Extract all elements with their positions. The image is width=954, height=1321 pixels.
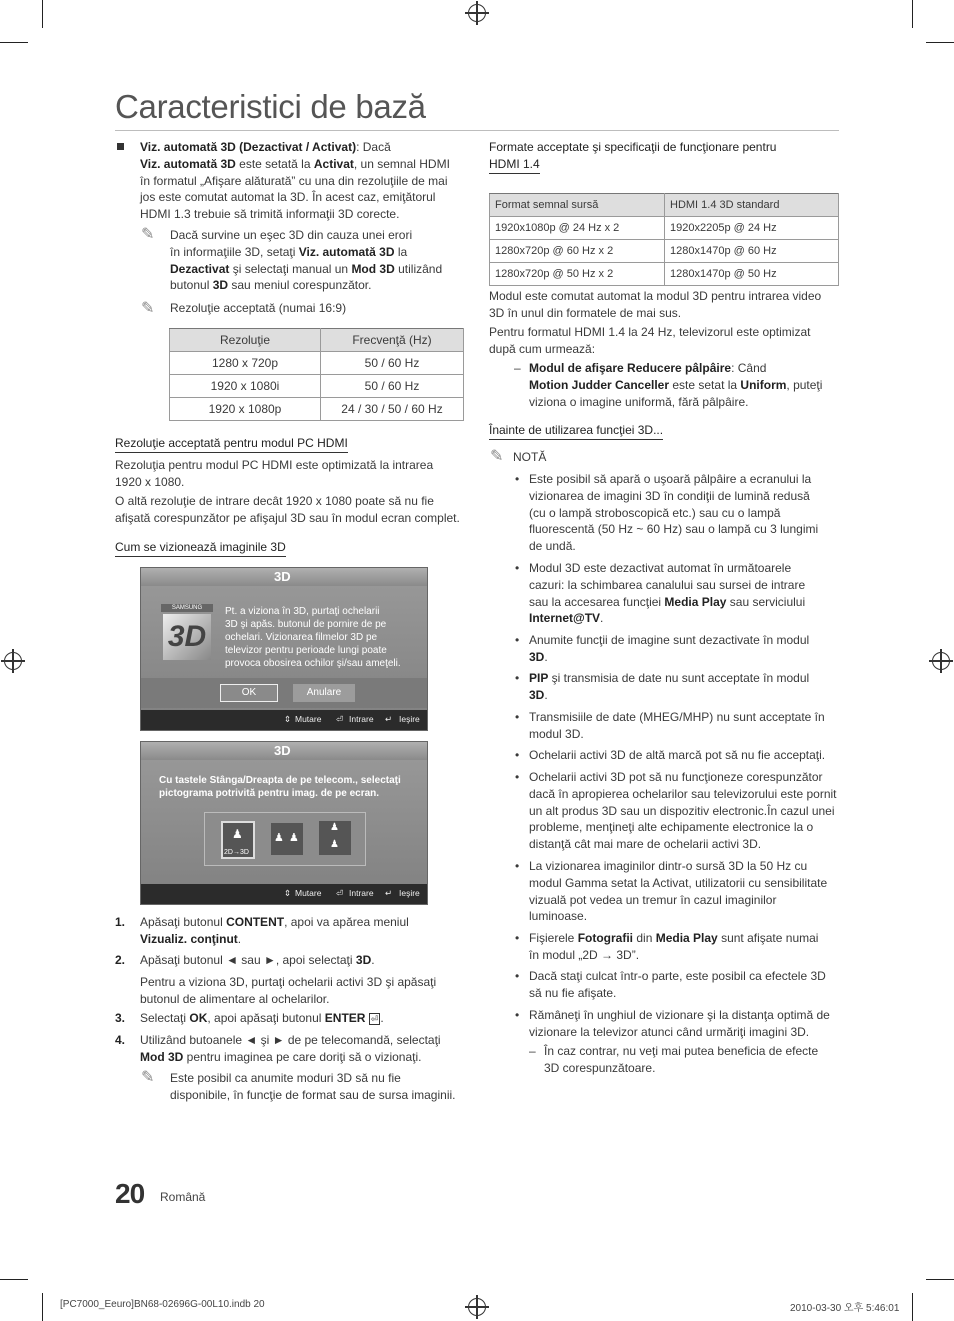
step-number: 4.	[115, 1033, 126, 1047]
table-row	[170, 352, 464, 375]
page-title: Caracteristici de bază	[115, 88, 426, 125]
list-item: Este posibil să apară o uşoară pâlpâire a ecranului la vizionarea de imagini 3D în condiţii de lumină redusă (cu o lampă stroboscopică etc.) sau cu o lampă fluorescentă (50 Hz ~ 60 Hz) sau o lampă cu 3 lungimi de undă.	[529, 472, 819, 554]
foot-move-label: Mutare	[295, 714, 322, 724]
table-header: Rezoluţie	[170, 329, 321, 352]
table-cell: 1920x2205p @ 24 Hz	[665, 217, 839, 240]
bullet-marker: •	[515, 1008, 520, 1022]
samsung-3d-logo: SAMSUNG 3D	[161, 604, 213, 662]
step-1: Apăsaţi butonul CONTENT, apoi va apărea meniul Vizualiz. conţinut.	[140, 915, 409, 946]
list-item: PIP şi transmisia de date nu sunt acceptate în modul 3D.	[529, 671, 810, 702]
move-icon: ⇕	[284, 888, 292, 898]
table-cell: 1280x720p @ 50 Hz x 2	[490, 263, 665, 286]
table-header: Format semnal sursă	[490, 194, 665, 217]
table-cell: 1280x1470p @ 50 Hz	[665, 263, 839, 286]
title-rule	[115, 130, 839, 131]
step-number: 1.	[115, 915, 126, 929]
step-2: Apăsaţi butonul ◄ sau ►, apoi selectaţi 3D.	[140, 953, 375, 967]
bullet-marker: •	[515, 748, 520, 762]
page-number: 20	[115, 1178, 145, 1209]
table-row	[170, 375, 464, 398]
bullet-marker: •	[515, 859, 520, 873]
step-4: Utilizând butoanele ◄ şi ► de pe telecomandă, selectaţi Mod 3D pentru imaginea pe care doriţi să o vizionaţi.	[140, 1033, 441, 1064]
pc-hdmi-paragraph-1: Rezoluţia pentru modul PC HDMI este optimizată la intrarea 1920 x 1080.	[115, 458, 434, 489]
square-bullet	[117, 143, 124, 150]
bullet-marker: •	[515, 633, 520, 647]
table-cell: 1920 x 1080p	[170, 398, 321, 421]
language-label: Română	[160, 1190, 206, 1204]
hdmi14-heading: Formate acceptate şi specificaţii de funcţionare pentru HDMI 1.4	[489, 139, 839, 174]
pc-hdmi-heading: Rezoluţie acceptată pentru modul PC HDMI	[115, 436, 348, 453]
registration-mark-left	[4, 652, 22, 670]
bullet-marker: •	[515, 561, 520, 575]
registration-mark-bottom	[468, 1298, 486, 1316]
list-item: Ochelarii activi 3D pot să nu funcţioneze corespunzător dacă în apropierea ochelarilor sau televizorului este pornit un alt produs 3D sau un dispozitiv electronic.În cazul unei probleme, menţineţi alte echipamente electronice la o distanţă cât mai mare de ochelarii activi 3D.	[529, 770, 837, 852]
bullet-marker: •	[515, 671, 520, 685]
bullet-marker: •	[515, 472, 520, 486]
foot-exit-label: Ieşire	[399, 714, 420, 724]
flicker-reduction-item: Modul de afişare Reducere pâlpâire: Când Motion Judder Canceller este setat la Uniform, puteţi viziona o imagine uniformă, fără pâlpâire.	[529, 361, 823, 409]
list-item: Modul 3D este dezactivat automat în următoarele cazuri: la schimbarea canalului sau sursei de intrare sau la accesarea funcţiei Media Play sau serviciului Internet@TV.	[529, 561, 806, 626]
step-number: 3.	[115, 1011, 126, 1025]
nota-label: NOTĂ	[513, 450, 547, 464]
list-item: Fişierele Fotografii din Media Play sunt afişate numai în modul „2D → 3D”.	[529, 931, 819, 962]
list-item: Rămâneţi în unghiul de vizionare şi la distanţa optimă de vizionare la televizor atunci când urmăriţi imagini 3D.	[529, 1008, 830, 1039]
registration-mark-top	[468, 4, 486, 22]
imprint-right: 2010-03-30 오후 5:46:01	[790, 1303, 900, 1314]
bullet-marker: •	[515, 969, 520, 983]
resolution-table	[169, 328, 464, 421]
table-cell: 1280x720p @ 60 Hz x 2	[490, 240, 665, 263]
list-item: Anumite funcţii de imagine sunt dezactivate în modul 3D.	[529, 633, 810, 664]
osd-header	[141, 568, 427, 586]
enter-icon: ⏎	[336, 888, 344, 898]
table-row	[490, 217, 839, 240]
enter-icon: ⏎	[336, 714, 344, 724]
table-cell: 50 / 60 Hz	[321, 375, 464, 398]
osd-footer	[141, 884, 427, 904]
before-use-heading: Înainte de utilizarea funcţiei 3D...	[489, 423, 663, 440]
foot-move-label: Mutare	[295, 888, 322, 898]
foot-enter-label: Intrare	[349, 888, 374, 898]
osd-footer	[141, 710, 427, 730]
osd-message: Pt. a viziona în 3D, purtaţi ochelarii 3D şi apăs. butonul de pornire de pe ochelari. Vizionarea filmelor 3D pe televizor pentru perioade lungi poate provoca obosirea ochilor şi/sau ameţeli.	[225, 606, 401, 669]
table-row	[490, 240, 839, 263]
bullet-marker: •	[515, 710, 520, 724]
note-icon: ✎	[490, 448, 504, 465]
sub-list-item: În caz contrar, nu veţi mai putea beneficia de efecte 3D corespunzătoare.	[544, 1044, 819, 1075]
enter-icon: ⏎	[370, 1014, 379, 1024]
mode-icon-side-by-side[interactable]: ♟ ♟	[271, 823, 303, 855]
hdmi14-table	[489, 193, 839, 286]
osd-message: Cu tastele Stânga/Dreapta de pe telecom., selectaţi pictograma potrivită pentru imag. de pe ecran.	[159, 775, 401, 799]
table-cell: 50 / 60 Hz	[321, 352, 464, 375]
list-item: Transmisiile de date (MHEG/MHP) nu sunt acceptate în modul 3D.	[529, 710, 825, 741]
exit-icon: ↵	[385, 714, 393, 724]
table-header: HDMI 1.4 3D standard	[665, 194, 839, 217]
pc-hdmi-paragraph-2: O altă rezoluţie de intrare decât 1920 x 1080 poate să nu fie afişată corespunzător pe afişajul 3D sau în modul ecran complet.	[115, 494, 460, 525]
foot-enter-label: Intrare	[349, 714, 374, 724]
step-2-detail: Pentru a viziona 3D, purtaţi ochelarii activi 3D şi apăsaţi butonul de alimentare al ochelarilor.	[140, 975, 437, 1006]
dash-marker: –	[514, 361, 521, 375]
hdmi-paragraph-2: Pentru formatul HDMI 1.4 la 24 Hz, televizorul este optimizat după cum urmează:	[489, 325, 811, 356]
table-cell: 1280 x 720p	[170, 352, 321, 375]
table-row	[490, 263, 839, 286]
table-row	[170, 398, 464, 421]
auto3d-paragraph: Viz. automată 3D (Dezactivat / Activat): Dacă Viz. automată 3D este setată la Activat, un semnal HDMI în formatul „Afişare alăturată” cu una din rezoluţiile de mai jos este comutat automat la 3D. În acest caz, emiţătorul HDMI 1.3 trebuie să trimită informaţii 3D corecte.	[140, 140, 450, 222]
ok-button[interactable]: OK	[220, 684, 278, 702]
list-item: Dacă staţi culcat într-o parte, este posibil ca efectele 3D să nu fie afişate.	[529, 969, 826, 1000]
note-resolution: Rezoluţie acceptată (numai 16:9)	[170, 301, 347, 315]
mode-icon-2d-to-3d[interactable]: ♟ 2D→3D	[221, 821, 255, 859]
imprint-left: [PC7000_Eeuro]BN68-02696G-00L10.indb 20	[60, 1299, 265, 1310]
table-header: Frecvenţă (Hz)	[321, 329, 464, 352]
hdmi-paragraph-1: Modul este comutat automat la modul 3D pentru intrarea video 3D în unul din formatele de mai sus.	[489, 289, 822, 320]
cancel-button[interactable]: Anulare	[293, 684, 355, 702]
exit-icon: ↵	[385, 888, 393, 898]
table-cell: 24 / 30 / 50 / 60 Hz	[321, 398, 464, 421]
osd-header	[141, 742, 427, 760]
table-cell: 1920 x 1080i	[170, 375, 321, 398]
registration-mark-right	[932, 652, 950, 670]
list-item: Ochelarii activi 3D de altă marcă pot să nu fie acceptaţi.	[529, 748, 826, 762]
note-icon: ✎	[141, 1069, 155, 1086]
osd-3d-warning-screen	[140, 567, 428, 731]
view-3d-heading: Cum se vizionează imaginile 3D	[115, 540, 286, 557]
table-cell: 1280x1470p @ 60 Hz	[665, 240, 839, 263]
step-3: Selectaţi OK, apoi apăsaţi butonul ENTER ⏎ .	[140, 1011, 384, 1025]
osd-title: 3D	[274, 569, 291, 584]
step-number: 2.	[115, 953, 126, 967]
move-icon: ⇕	[284, 714, 292, 724]
mode-icon-top-bottom[interactable]: ♟ ♟	[319, 821, 351, 855]
foot-exit-label: Ieşire	[399, 888, 420, 898]
bullet-marker: •	[515, 931, 520, 945]
bullet-marker: •	[515, 770, 520, 784]
osd-title: 3D	[274, 743, 291, 758]
table-cell: 1920x1080p @ 24 Hz x 2	[490, 217, 665, 240]
step-4-note: Este posibil ca anumite moduri 3D să nu fie disponibile, în funcţie de format sau de sursa imaginii.	[170, 1071, 456, 1102]
list-item: La vizionarea imaginilor dintr-o sursă 3D la 50 Hz cu modul Gamma setat la Activat, utilizatorii cu sensibilitate vizuală pot vedea un tremur în cazul imaginilor luminoase.	[529, 859, 828, 924]
osd-3d-mode-screen	[140, 741, 428, 905]
mode-icon-panel	[204, 812, 366, 866]
note-3d-error: Dacă survine un eşec 3D din cauza unei erori în informaţiile 3D, setaţi Viz. automată 3D la Dezactivat şi selectaţi manual un Mod 3D utilizând butonul 3D sau meniul corespunzător.	[170, 228, 443, 293]
note-icon: ✎	[141, 300, 155, 317]
note-icon: ✎	[141, 226, 155, 243]
dash-marker: –	[529, 1044, 536, 1058]
